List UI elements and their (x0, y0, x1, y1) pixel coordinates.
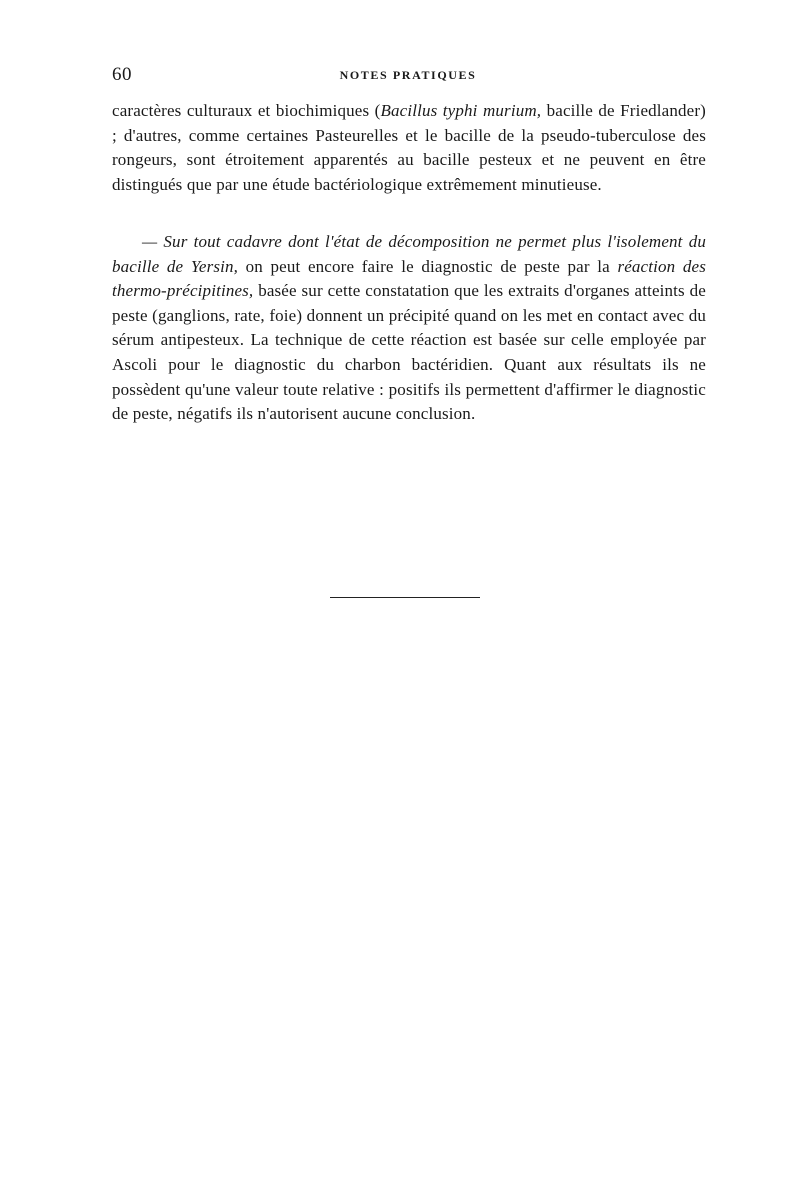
paragraph-thermo-precipitines (112, 230, 706, 427)
page-number: 60 (112, 64, 132, 85)
paragraph2-text-a: on peut encore faire le diagnostic de peste par la (238, 256, 618, 276)
paragraph2-italic-lead: — Sur tout cadavre dont l'état de décomposition ne permet plus l'isolement du bacille de Yersin, (112, 232, 706, 276)
paragraph1-text-start: caractères culturaux et biochimiques ( (112, 101, 381, 120)
section-end-rule (330, 597, 480, 598)
paragraph1-italic-term: Bacillus typhi murium, (380, 101, 542, 120)
paragraph-continued (112, 99, 706, 197)
paragraph2-italic-term: réaction des thermo-précipitines, (112, 256, 706, 301)
running-title: NOTES PRATIQUES (339, 68, 477, 82)
running-head (112, 64, 704, 86)
paragraph1-text-end: bacille de Friedlander) ; d'autres, comme certaines Pasteurelles et le bacille de la pseudo-tuberculose des rongeurs, sont étroitement apparentés au bacille pesteux et ne peuvent en être distingués que par une étude bactériologique extrêmement minutieuse. (112, 101, 706, 194)
paragraph2-text-b: basée sur cette constatation que les extraits d'organes atteints de peste (ganglions, rate, foie) donnent un précipité quand on les met en contact avec du sérum antipesteux. La technique de cette réaction est basée sur celle employée par Ascoli pour le diagnostic du charbon bactéridien. Quant aux résultats ils ne possèdent qu'une valeur toute relative : positifs ils permettent d'affirmer le diagnostic de peste, négatifs ils n'autorisent aucune conclusion. (112, 281, 706, 424)
